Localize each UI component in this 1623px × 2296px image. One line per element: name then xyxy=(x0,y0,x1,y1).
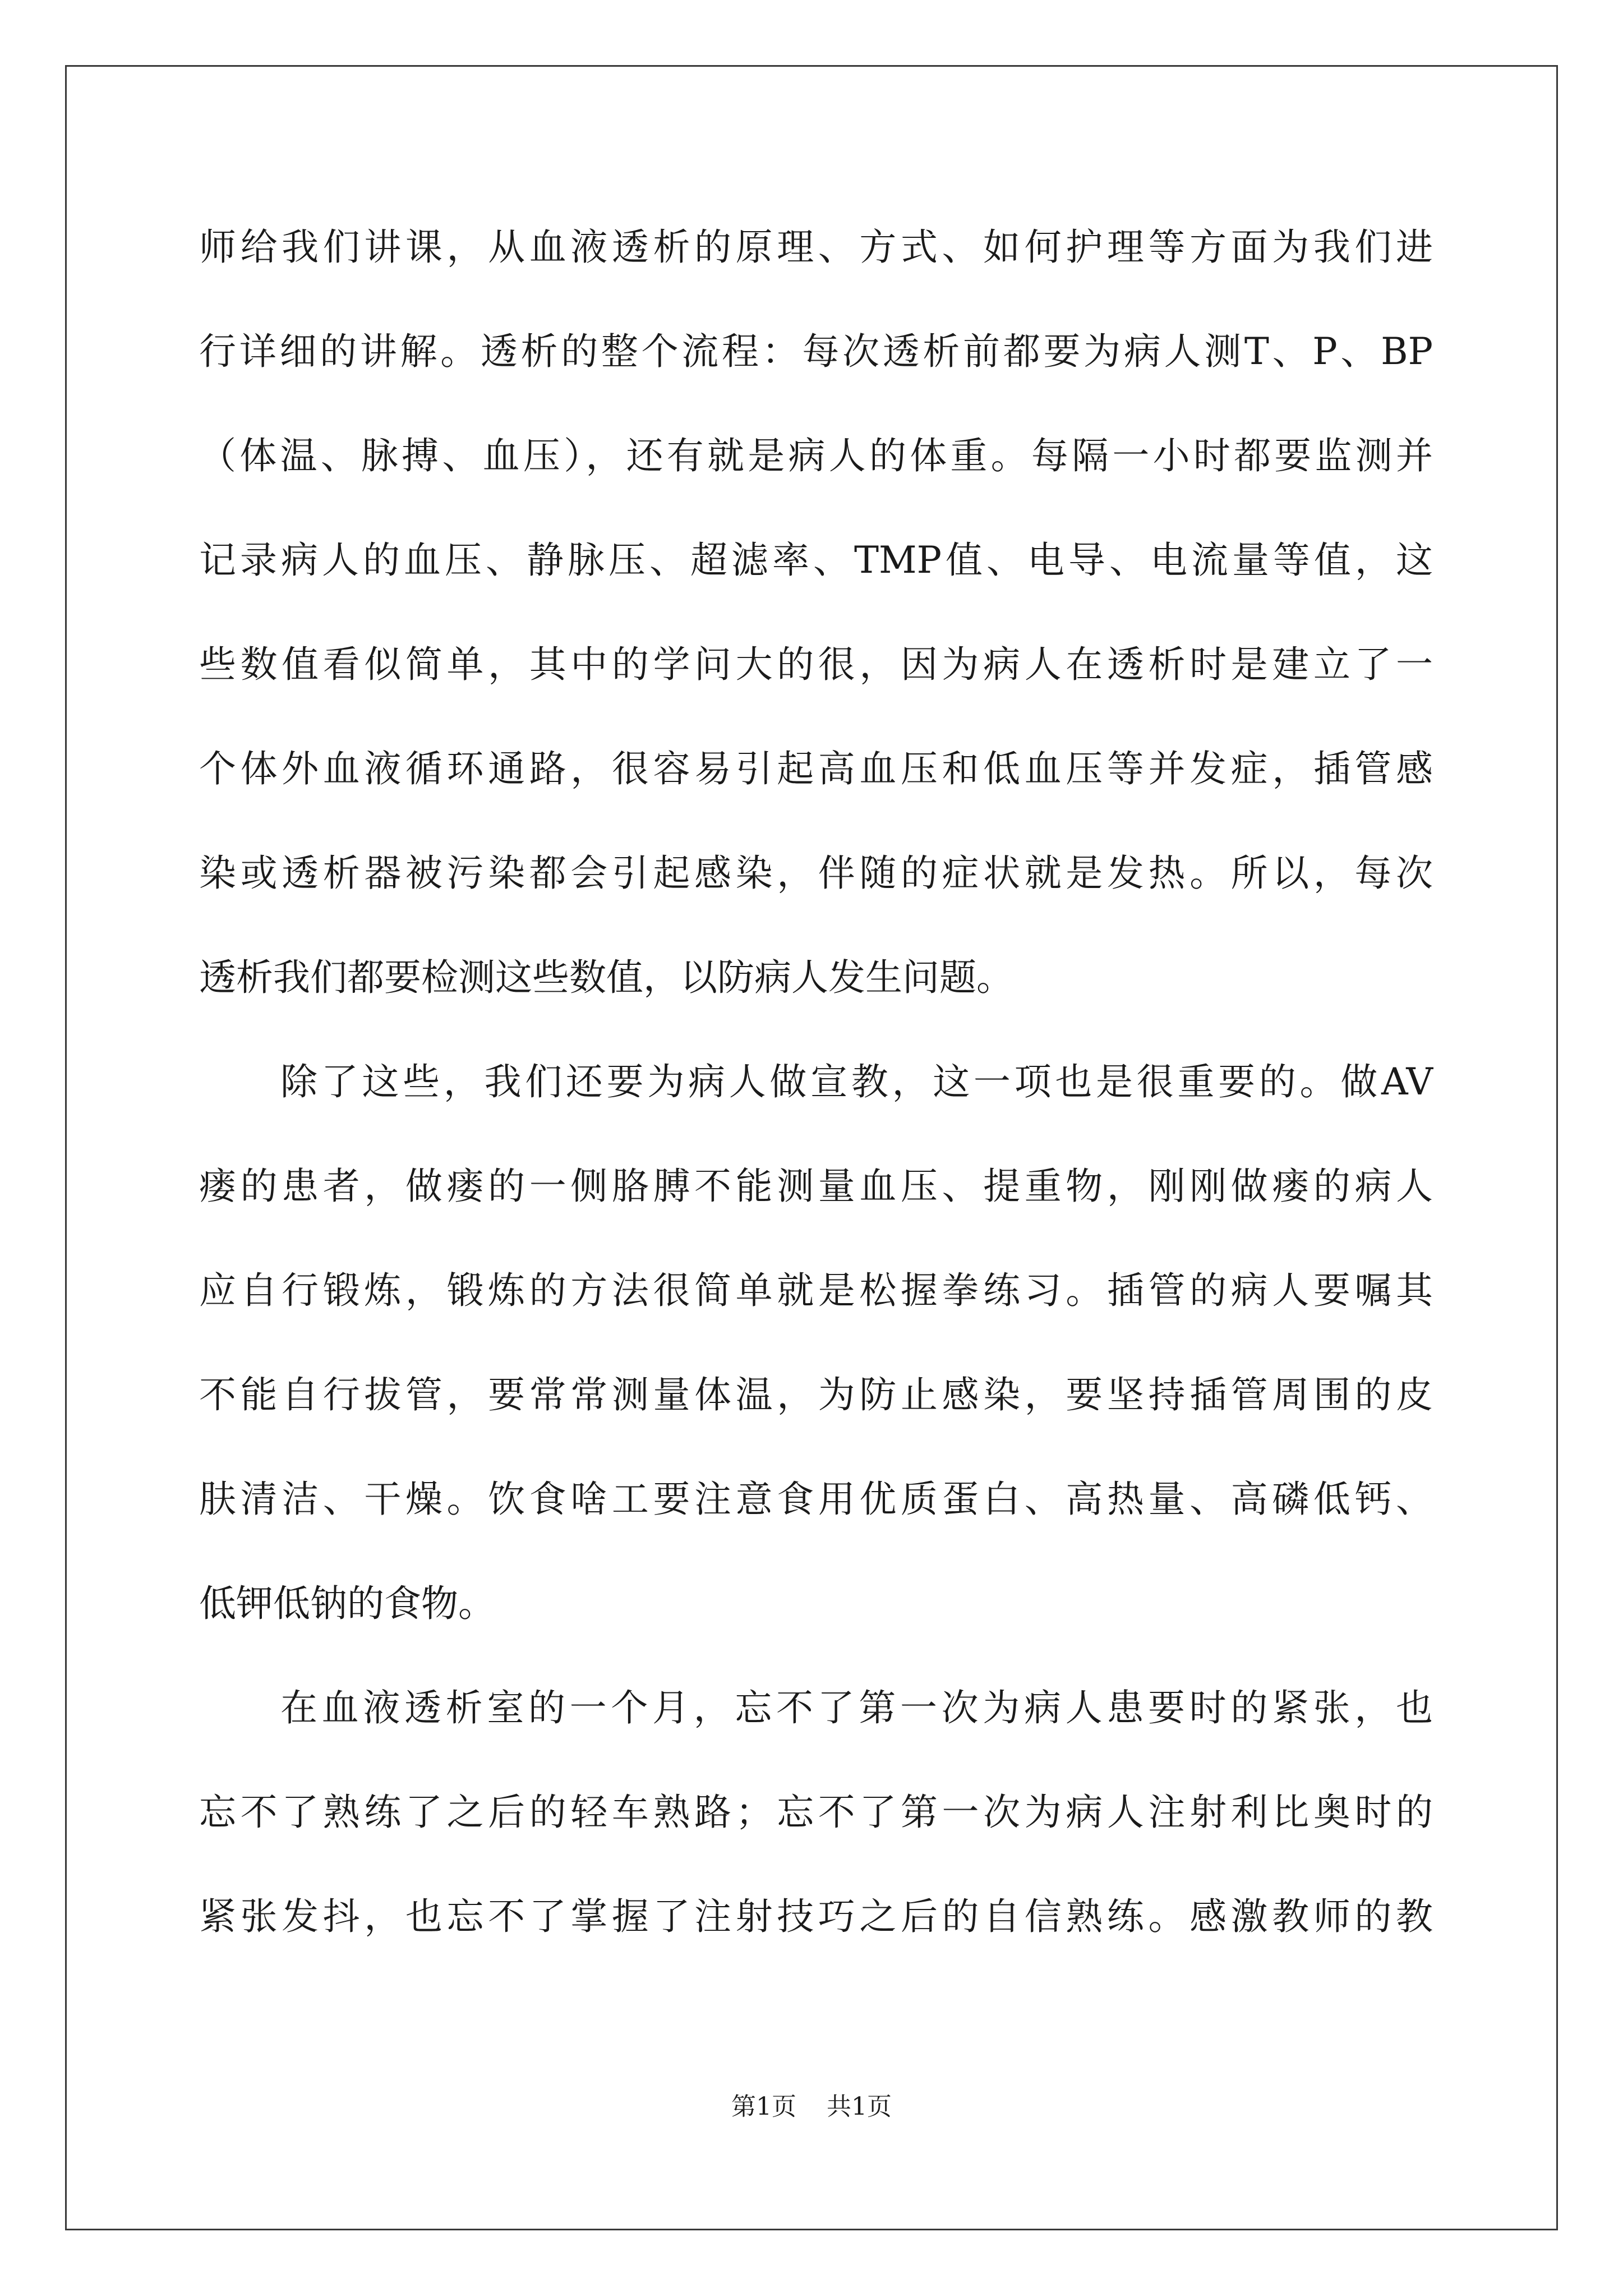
text-line: 不能自行拔管，要常常测量体温，为防止感染，要坚持插管周围的皮 xyxy=(199,1373,1433,1416)
text-line: 低钾低钠的食物。 xyxy=(199,1582,495,1625)
text-line: 在血液透析室的一个月，忘不了第一次为病人患要时的紧张，也 xyxy=(280,1686,1433,1729)
page-footer xyxy=(0,2090,1623,2124)
text-line: 师给我们讲课，从血液透析的原理、方式、如何护理等方面为我们进 xyxy=(199,226,1433,269)
text-line: 除了这些，我们还要为病人做宣教，这一项也是很重要的。做AV xyxy=(280,1060,1433,1103)
document-body xyxy=(199,216,1433,1990)
text-line: （体温、脉搏、血压），还有就是病人的体重。每隔一小时都要监测并 xyxy=(199,434,1433,477)
text-line: 个体外血液循环通路，很容易引起高血压和低血压等并发症，插管感 xyxy=(199,747,1433,790)
text-line: 忘不了熟练了之后的轻车熟路；忘不了第一次为病人注射利比奥时的 xyxy=(199,1791,1433,1834)
text-line: 染或透析器被污染都会引起感染，伴随的症状就是发热。所以，每次 xyxy=(199,852,1433,895)
text-line: 行详细的讲解。透析的整个流程：每次透析前都要为病人测T、P、BP xyxy=(199,330,1433,373)
text-line: 瘘的患者，做瘘的一侧胳膊不能测量血压、提重物，刚刚做瘘的病人 xyxy=(199,1165,1433,1208)
page-total: 共1页 xyxy=(827,2092,892,2121)
text-line: 记录病人的血压、静脉压、超滤率、TMP值、电导、电流量等值，这 xyxy=(199,539,1433,582)
text-line: 紧张发抖，也忘不了掌握了注射技巧之后的自信熟练。感激教师的教 xyxy=(199,1895,1433,1938)
page-number: 第1页 xyxy=(731,2092,796,2121)
text-line: 应自行锻炼，锻炼的方法很简单就是松握拳练习。插管的病人要嘱其 xyxy=(199,1269,1433,1312)
text-line: 透析我们都要检测这些数值，以防病人发生问题。 xyxy=(199,956,1013,999)
text-line: 些数值看似简单，其中的学问大的很，因为病人在透析时是建立了一 xyxy=(199,643,1433,686)
text-line: 肤清洁、干燥。饮食啥工要注意食用优质蛋白、高热量、高磷低钙、 xyxy=(199,1478,1433,1521)
